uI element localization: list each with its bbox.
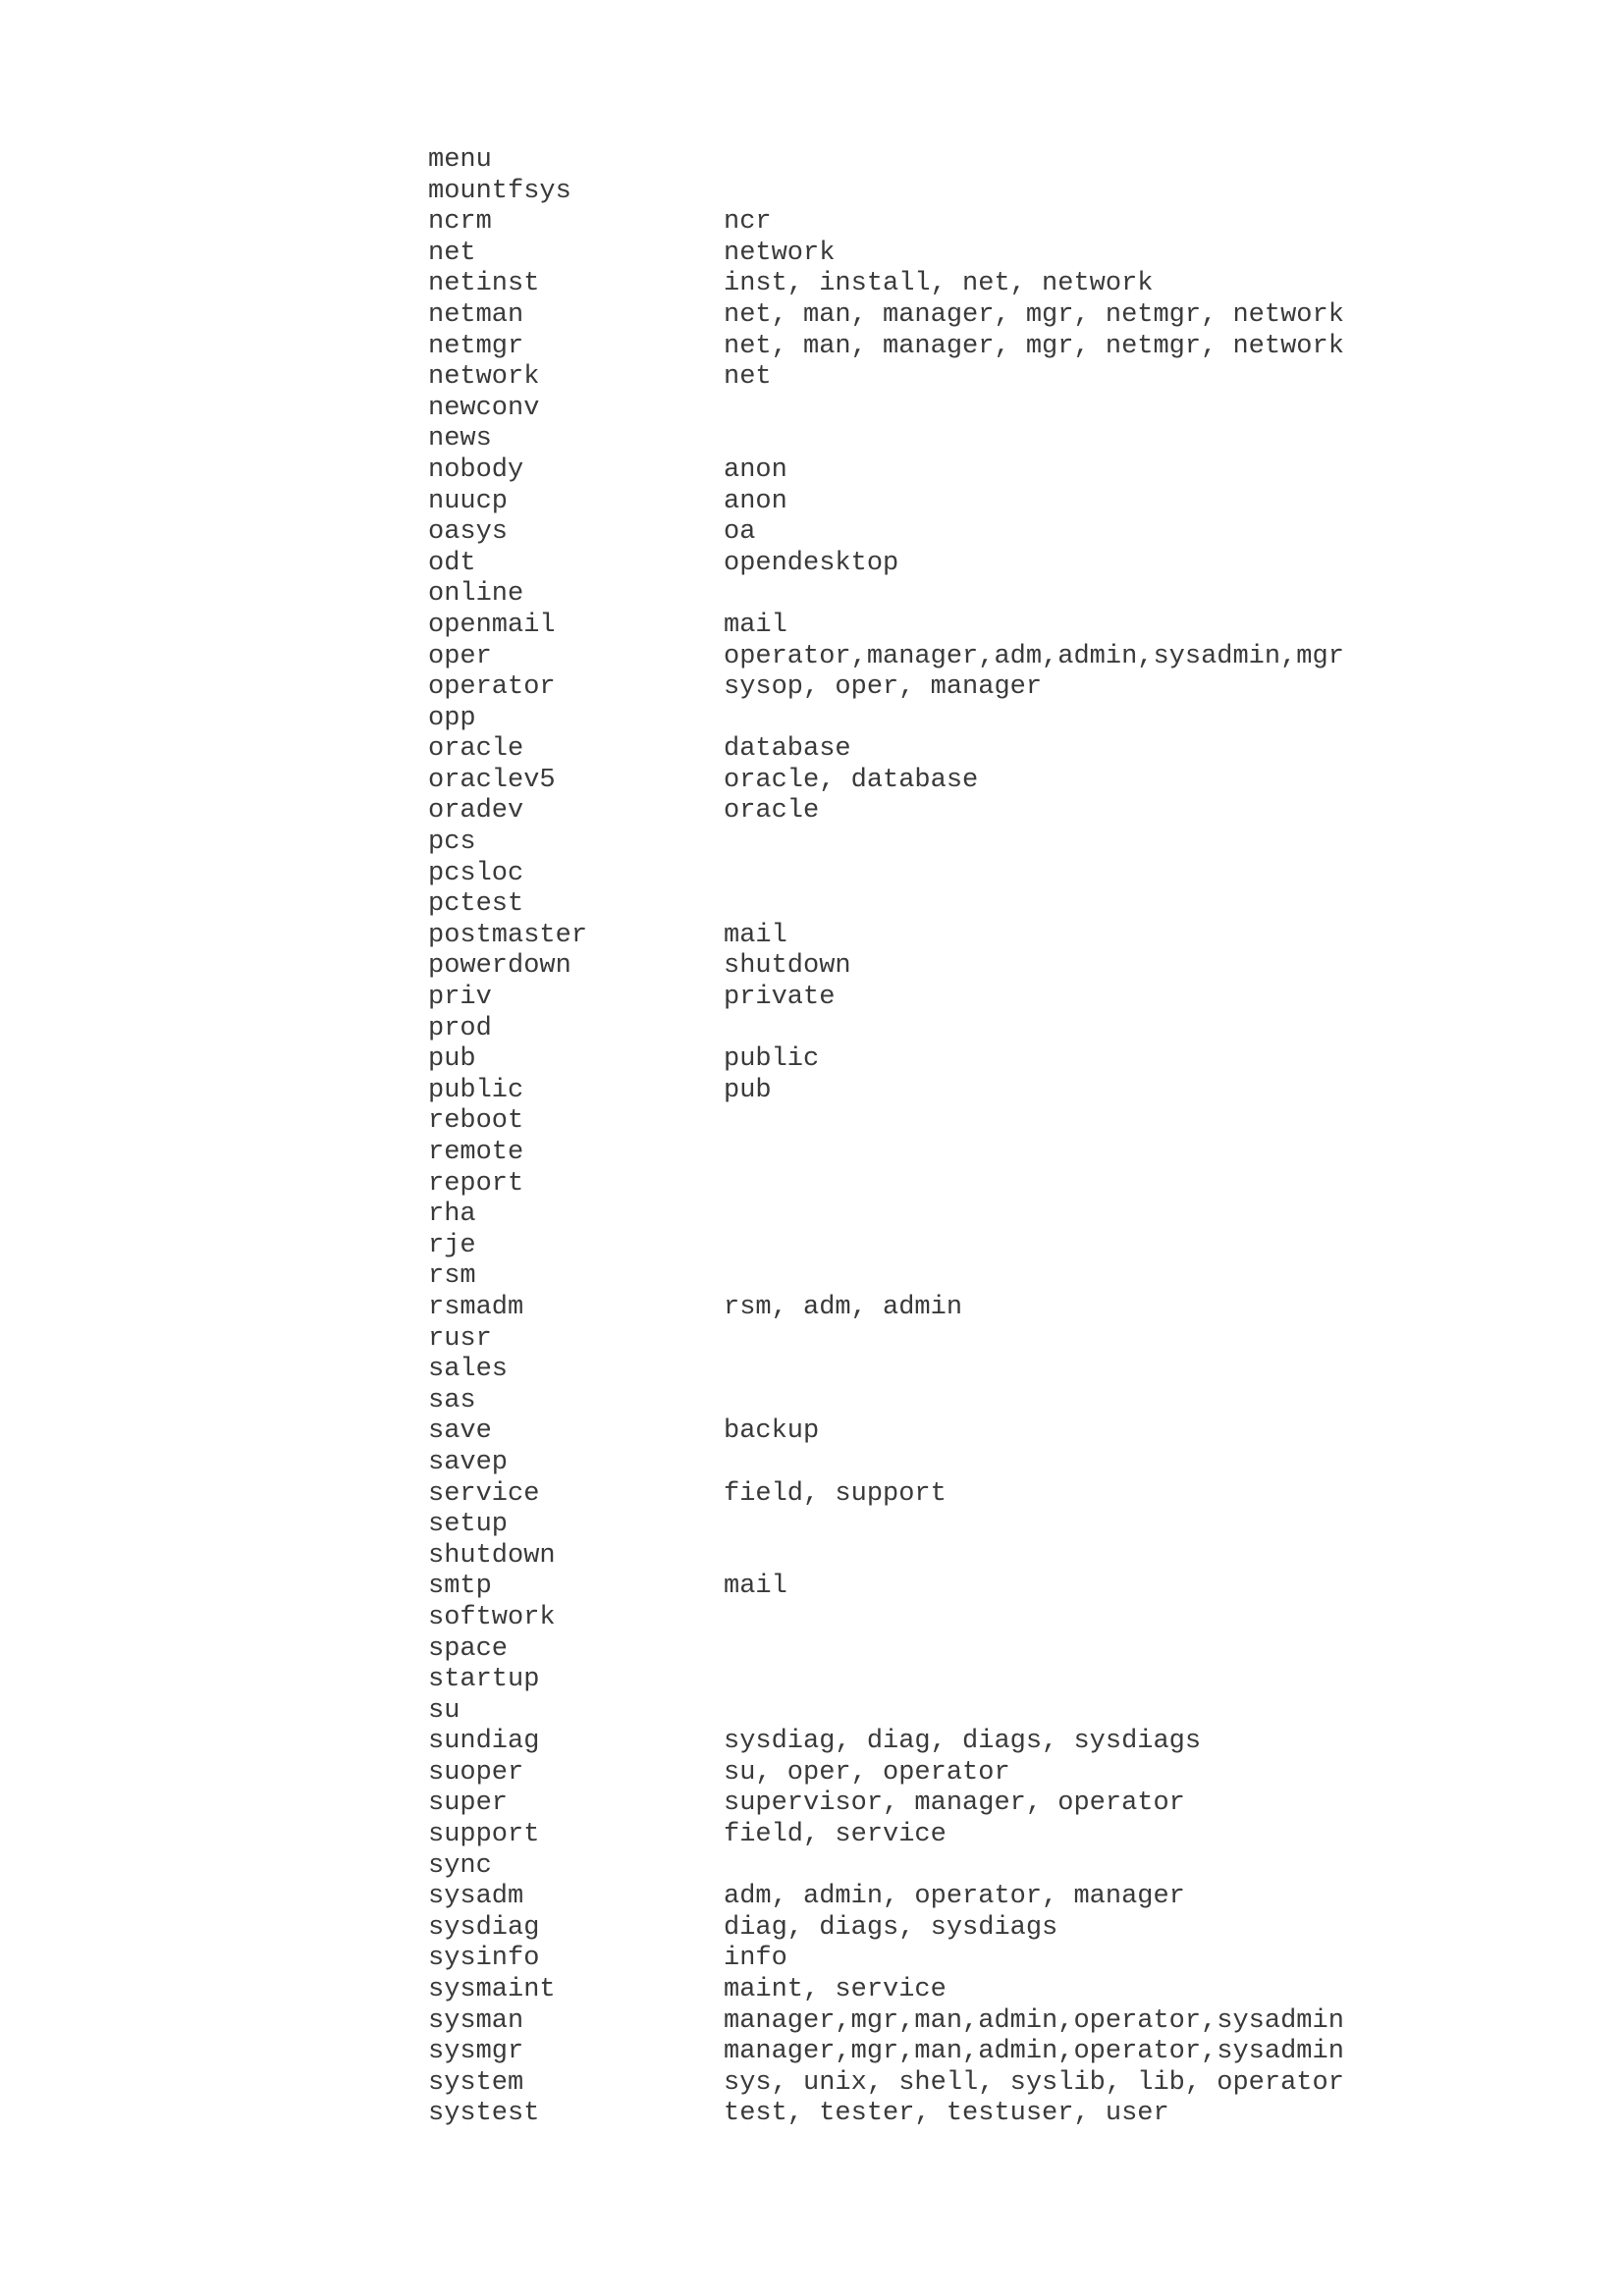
login-name: odt bbox=[428, 548, 476, 578]
login-name: nuucp bbox=[428, 486, 509, 516]
login-name: net bbox=[428, 238, 476, 268]
login-name: pctest bbox=[428, 889, 524, 920]
password-list: anon bbox=[724, 454, 787, 485]
list-row bbox=[428, 1727, 1420, 1758]
password-list: diag, diags, sysdiags bbox=[724, 1912, 1058, 1943]
login-name: suoper bbox=[428, 1757, 524, 1788]
password-list: field, service bbox=[724, 1820, 947, 1850]
login-name: softwork bbox=[428, 1602, 556, 1632]
list-row bbox=[428, 859, 1420, 890]
login-name: priv bbox=[428, 983, 492, 1013]
list-row bbox=[428, 2068, 1420, 2100]
password-list bbox=[724, 1510, 1420, 1541]
password-list: operator,manager,adm,admin,sysadmin,mgr bbox=[724, 641, 1344, 671]
login-name: support bbox=[428, 1820, 540, 1850]
list-row bbox=[428, 1789, 1420, 1820]
password-list bbox=[724, 1106, 1420, 1138]
login-name: online bbox=[428, 579, 524, 610]
login-name: reboot bbox=[428, 1106, 524, 1137]
list-row bbox=[428, 1696, 1420, 1728]
login-name: remote bbox=[428, 1138, 524, 1167]
password-list: network bbox=[724, 238, 836, 268]
password-list: sysdiag, diag, diags, sysdiags bbox=[724, 1727, 1202, 1757]
password-list: rsm, adm, admin bbox=[724, 1292, 963, 1322]
password-list: backup bbox=[724, 1416, 820, 1447]
password-list: mail bbox=[724, 1572, 787, 1602]
password-list bbox=[724, 1851, 1420, 1883]
password-list bbox=[724, 704, 1420, 735]
list-row bbox=[428, 1510, 1420, 1541]
list-row bbox=[428, 549, 1420, 580]
list-row bbox=[428, 487, 1420, 518]
login-name: rha bbox=[428, 1200, 476, 1230]
password-list bbox=[724, 145, 1420, 177]
login-name: mountfsys bbox=[428, 176, 571, 206]
login-name: public bbox=[428, 1075, 524, 1105]
password-list: manager,mgr,man,admin,operator,sysadmin bbox=[724, 2037, 1344, 2067]
password-list: sys, unix, shell, syslib, lib, operator bbox=[724, 2067, 1344, 2098]
password-list: oracle, database bbox=[724, 765, 979, 795]
login-name: save bbox=[428, 1416, 492, 1447]
password-list: shutdown bbox=[724, 951, 851, 982]
password-list: adm, admin, operator, manager bbox=[724, 1882, 1185, 1912]
password-list: net, man, manager, mgr, netmgr, network bbox=[724, 331, 1344, 361]
list-row bbox=[428, 1758, 1420, 1789]
list-row bbox=[428, 734, 1420, 766]
list-row bbox=[428, 921, 1420, 952]
login-name: sysmgr bbox=[428, 2037, 524, 2067]
login-name: oradev bbox=[428, 796, 524, 827]
password-list: net, man, manager, mgr, netmgr, network bbox=[724, 299, 1344, 330]
list-row bbox=[428, 1603, 1420, 1634]
login-name: service bbox=[428, 1478, 540, 1509]
list-row bbox=[428, 2006, 1420, 2038]
list-row bbox=[428, 269, 1420, 300]
login-name: oper bbox=[428, 641, 492, 671]
login-name: sync bbox=[428, 1850, 492, 1881]
login-name: ncrm bbox=[428, 207, 492, 238]
login-name: rje bbox=[428, 1230, 476, 1260]
password-list bbox=[724, 1200, 1420, 1231]
login-name: newconv bbox=[428, 393, 540, 423]
list-row bbox=[428, 1386, 1420, 1417]
list-row bbox=[428, 1416, 1420, 1448]
list-row bbox=[428, 796, 1420, 828]
password-list bbox=[724, 394, 1420, 425]
login-name: network bbox=[428, 362, 540, 393]
password-list: su, oper, operator bbox=[724, 1757, 1010, 1788]
password-list: sysop, oper, manager bbox=[724, 672, 1043, 703]
list-row bbox=[428, 704, 1420, 735]
login-name: netman bbox=[428, 299, 524, 330]
login-name: startup bbox=[428, 1665, 540, 1695]
account-password-listing bbox=[428, 145, 1420, 2130]
password-list bbox=[724, 1386, 1420, 1417]
list-row bbox=[428, 1851, 1420, 1883]
login-name: sundiag bbox=[428, 1727, 540, 1757]
password-list: test, tester, testuser, user bbox=[724, 2099, 1169, 2129]
password-list: mail bbox=[724, 610, 787, 640]
password-list: database bbox=[724, 734, 851, 765]
login-name: rusr bbox=[428, 1323, 492, 1354]
login-name: sysmaint bbox=[428, 1975, 556, 2005]
list-row bbox=[428, 611, 1420, 642]
login-name: postmaster bbox=[428, 920, 588, 950]
password-list bbox=[724, 1014, 1420, 1045]
list-row bbox=[428, 239, 1420, 270]
password-list: field, support bbox=[724, 1478, 947, 1509]
password-list bbox=[724, 1665, 1420, 1696]
login-name: super bbox=[428, 1789, 509, 1819]
login-name: nobody bbox=[428, 454, 524, 485]
list-row bbox=[428, 672, 1420, 704]
password-list: net bbox=[724, 362, 772, 393]
list-row bbox=[428, 1448, 1420, 1479]
password-list bbox=[724, 859, 1420, 890]
list-row bbox=[428, 889, 1420, 921]
list-row bbox=[428, 1479, 1420, 1511]
password-list: opendesktop bbox=[724, 548, 899, 578]
list-row bbox=[428, 1231, 1420, 1262]
list-row bbox=[428, 1820, 1420, 1851]
list-row bbox=[428, 642, 1420, 673]
password-list: inst, install, net, network bbox=[724, 269, 1154, 299]
login-name: savep bbox=[428, 1447, 509, 1477]
list-row bbox=[428, 332, 1420, 363]
list-row bbox=[428, 1044, 1420, 1076]
password-list bbox=[724, 1324, 1420, 1356]
password-list bbox=[724, 1696, 1420, 1728]
password-list bbox=[724, 1634, 1420, 1666]
login-name: sysdiag bbox=[428, 1912, 540, 1943]
login-name: oraclev5 bbox=[428, 765, 556, 795]
list-row bbox=[428, 1355, 1420, 1386]
password-list bbox=[724, 1448, 1420, 1479]
password-list: ncr bbox=[724, 207, 772, 238]
password-list: public bbox=[724, 1044, 820, 1075]
password-list bbox=[724, 1138, 1420, 1169]
list-row bbox=[428, 2037, 1420, 2068]
password-list bbox=[724, 1261, 1420, 1293]
login-name: sysadm bbox=[428, 1882, 524, 1912]
password-list: oa bbox=[724, 517, 756, 548]
list-row bbox=[428, 1293, 1420, 1324]
list-row bbox=[428, 1200, 1420, 1231]
password-list bbox=[724, 889, 1420, 921]
login-name: report bbox=[428, 1168, 524, 1199]
password-list: private bbox=[724, 983, 836, 1013]
list-row bbox=[428, 983, 1420, 1014]
list-row bbox=[428, 517, 1420, 549]
list-row bbox=[428, 362, 1420, 394]
login-name: netmgr bbox=[428, 331, 524, 361]
password-list: supervisor, manager, operator bbox=[724, 1789, 1185, 1819]
login-name: setup bbox=[428, 1510, 509, 1540]
list-row bbox=[428, 1541, 1420, 1573]
login-name: sysinfo bbox=[428, 1944, 540, 1974]
list-row bbox=[428, 579, 1420, 611]
password-list bbox=[724, 177, 1420, 208]
login-name: shutdown bbox=[428, 1540, 556, 1571]
list-row bbox=[428, 2099, 1420, 2130]
password-list bbox=[724, 1231, 1420, 1262]
list-row bbox=[428, 145, 1420, 177]
login-name: powerdown bbox=[428, 951, 571, 982]
login-name: rsmadm bbox=[428, 1292, 524, 1322]
list-row bbox=[428, 1106, 1420, 1138]
login-name: netinst bbox=[428, 269, 540, 299]
login-name: operator bbox=[428, 672, 556, 703]
login-name: space bbox=[428, 1633, 509, 1664]
list-row bbox=[428, 1138, 1420, 1169]
password-list: manager,mgr,man,admin,operator,sysadmin bbox=[724, 2005, 1344, 2036]
login-name: smtp bbox=[428, 1572, 492, 1602]
password-list bbox=[724, 579, 1420, 611]
list-row bbox=[428, 1261, 1420, 1293]
list-row bbox=[428, 177, 1420, 208]
login-name: news bbox=[428, 424, 492, 454]
list-row bbox=[428, 1076, 1420, 1107]
list-row bbox=[428, 1665, 1420, 1696]
list-row bbox=[428, 1572, 1420, 1603]
password-list bbox=[724, 1355, 1420, 1386]
login-name: prod bbox=[428, 1013, 492, 1043]
list-row bbox=[428, 766, 1420, 797]
login-name: oracle bbox=[428, 734, 524, 765]
login-name: pcsloc bbox=[428, 858, 524, 888]
password-list: pub bbox=[724, 1075, 772, 1105]
list-row bbox=[428, 1634, 1420, 1666]
list-row bbox=[428, 1913, 1420, 1945]
password-list: anon bbox=[724, 486, 787, 516]
password-list bbox=[724, 1603, 1420, 1634]
list-row bbox=[428, 394, 1420, 425]
list-row bbox=[428, 1324, 1420, 1356]
password-list: mail bbox=[724, 920, 787, 950]
login-name: pub bbox=[428, 1044, 476, 1075]
login-name: systest bbox=[428, 2099, 540, 2129]
password-list bbox=[724, 1541, 1420, 1573]
login-name: oasys bbox=[428, 517, 509, 548]
list-row bbox=[428, 300, 1420, 332]
login-name: openmail bbox=[428, 610, 556, 640]
list-row bbox=[428, 1944, 1420, 1975]
list-row bbox=[428, 828, 1420, 859]
password-list bbox=[724, 1169, 1420, 1201]
login-name: sysman bbox=[428, 2005, 524, 2036]
login-name: opp bbox=[428, 703, 476, 733]
password-list: oracle bbox=[724, 796, 820, 827]
login-name: menu bbox=[428, 145, 492, 175]
list-row bbox=[428, 207, 1420, 239]
password-list bbox=[724, 828, 1420, 859]
password-list bbox=[724, 424, 1420, 455]
password-list: maint, service bbox=[724, 1975, 947, 2005]
list-row bbox=[428, 424, 1420, 455]
list-row bbox=[428, 1014, 1420, 1045]
login-name: sas bbox=[428, 1385, 476, 1415]
login-name: su bbox=[428, 1695, 460, 1726]
login-name: system bbox=[428, 2067, 524, 2098]
list-row bbox=[428, 951, 1420, 983]
list-row bbox=[428, 1169, 1420, 1201]
login-name: rsm bbox=[428, 1261, 476, 1292]
login-name: pcs bbox=[428, 828, 476, 858]
list-row bbox=[428, 1882, 1420, 1913]
list-row bbox=[428, 1975, 1420, 2006]
password-list: info bbox=[724, 1944, 787, 1974]
list-row bbox=[428, 455, 1420, 487]
login-name: sales bbox=[428, 1355, 509, 1385]
